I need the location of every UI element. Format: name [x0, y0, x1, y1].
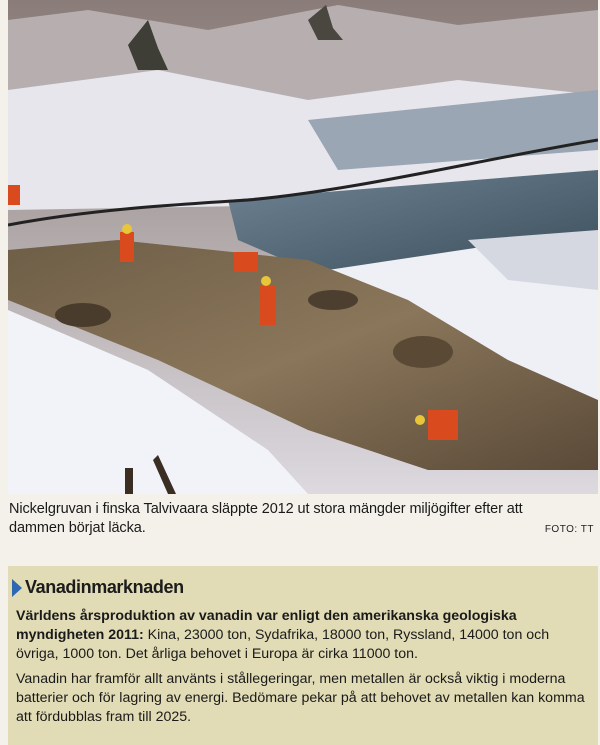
- photo-credit: FOTO: TT: [544, 524, 594, 535]
- news-photo: [8, 0, 598, 494]
- photo-caption: Nickelgruvan i finska Talvivaara släppte 2012 ut stora mängder miljögifter efter att dammen börjat läcka.: [9, 501, 523, 536]
- factbox: [8, 566, 598, 745]
- factbox-title: Vanadinmarknaden: [25, 577, 184, 597]
- factbox-paragraph-2: Vanadin har framför allt använts i stållegeringar, men metallen är också viktig i moderna batterier och för lagring av energi. Bedömare pekar på att behovet av metallen kan komma att fördubblas fram till 2025.: [16, 671, 585, 725]
- factbox-heading: [12, 577, 184, 598]
- factbox-body: [16, 607, 592, 733]
- factbox-lead-rest: Kina, 23000 ton, Sydafrika, 18000 ton, Ryssland, 14000 ton och övriga, 1000 ton. Det årliga behovet i Europa är cirka 11000 ton.: [16, 627, 550, 662]
- factbox-paragraph-1: [16, 607, 592, 664]
- factbox-lead-bold: Världens årsproduktion av vanadin var enligt den amerikanska geologiska myndigheten 2011:: [16, 608, 517, 643]
- triangle-marker-icon: [12, 579, 22, 597]
